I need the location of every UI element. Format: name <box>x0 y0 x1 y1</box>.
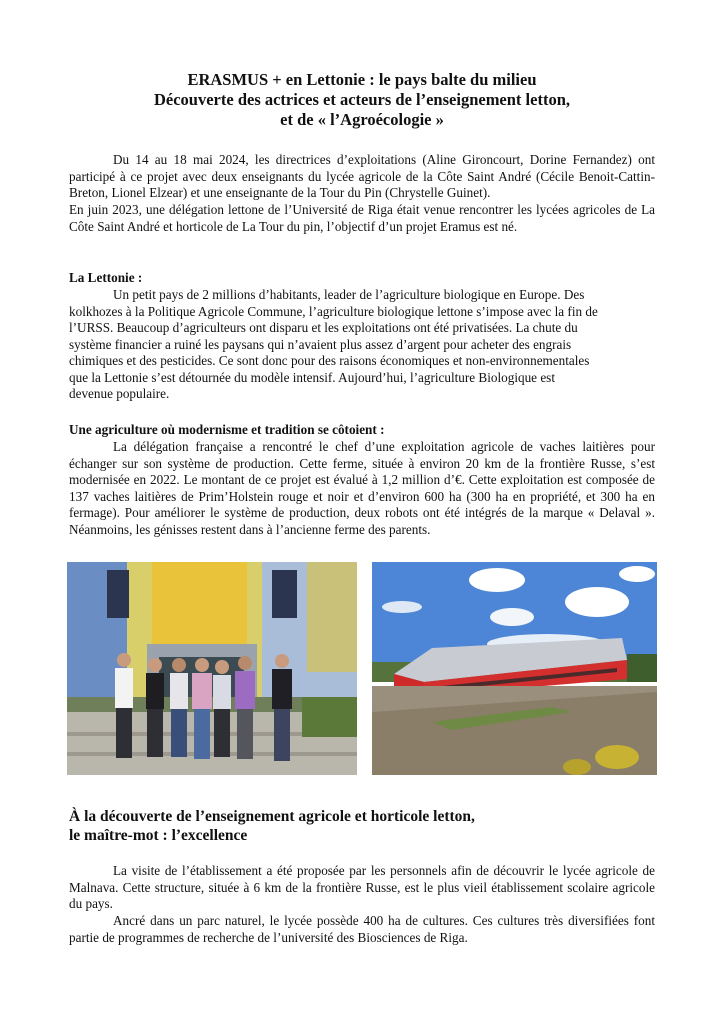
lettonie-line: que la Lettonie s’est détournée du modèle intensif. Aujourd’hui, l’agriculture Biologique est <box>69 369 555 385</box>
title-line-1: ERASMUS + en Lettonie : le pays balte du milieu <box>187 70 537 89</box>
enseignement-heading-line-2: le maître-mot : l’excellence <box>69 827 248 844</box>
lettonie-line: Un petit pays de 2 millions d’habitants, leader de l’agriculture biologique en Europe. Des <box>113 287 585 302</box>
document-title <box>60 70 664 130</box>
group-photo-icon <box>67 562 357 775</box>
farm-barn-photo-icon <box>372 562 657 775</box>
section-heading-agriculture: Une agriculture où modernisme et tradition se côtoient : <box>69 422 385 437</box>
enseignement-paragraph-2: Ancré dans un parc naturel, le lycée possède 400 ha de cultures. Ces cultures très diversifiées font partie de programmes de recherche de l’université des Biosciences de Riga. <box>69 913 655 945</box>
section-agriculture-text: La délégation française a rencontré le chef d’une exploitation agricole de vaches laitières pour échanger sur son système de production. Cette ferme, située à environ 20 km de la frontière Russe, s’est modernisée en 2022. Le montant de ce projet est évalué à 1,2 million d’€. Cette exploitation est composée de 137 vaches laitières de Prim’Holstein rouge et noir et d’environ 600 ha (300 ha en propriété, et 300 ha en fermage). Pour améliorer le système de production, deux robots ont été intégrés de la marque « Delaval ». Néanmoins, les génisses restent dans à l’ancienne ferme des parents. <box>69 439 655 537</box>
lettonie-line: système financier a ruiné les paysans qui n’avaient plus assez d’argent pour acheter des engrais <box>69 336 572 352</box>
lettonie-line: l’URSS. Beaucoup d’agriculteurs ont disparu et les exploitations ont été privatisées. La chute du <box>69 320 578 335</box>
enseignement-paragraph-1: La visite de l’établissement a été proposée par les personnels afin de découvrir le lycée agricole de Malnava. Cette structure, située à 6 km de la frontière Russe, est le plus vieil établissement scolaire agricole du pays. <box>69 863 655 911</box>
group-photo <box>67 562 357 775</box>
lettonie-line: devenue populaire. <box>69 386 170 401</box>
lettonie-line: chimiques et des pesticides. Ce sont donc pour des raisons économiques et non-environnementales <box>69 353 590 368</box>
section-lettonie-text <box>69 287 655 403</box>
intro-paragraph-1: Du 14 au 18 mai 2024, les directrices d’exploitations (Aline Gironcourt, Dorine Fernandez) ont participé à ce projet avec deux enseignants du lycée agricole de la Côte Saint André (Cécile Benoit-Cattin-Breton, Lionel Elzear) et une enseignante de la Tour du Pin (Chrystelle Guinet). <box>69 152 655 200</box>
section-heading-lettonie: La Lettonie : <box>69 270 143 285</box>
intro-paragraph-2: En juin 2023, une délégation lettone de l’Université de Riga était venue rencontrer les lycées agricoles de La Côte Saint André et horticole de La Tour du pin, l’objectif d’un projet Eramus est né. <box>69 202 655 234</box>
farm-barn-photo <box>372 562 657 775</box>
lettonie-line: kolkhozes à la Politique Agricole Commune, l’agriculture biologique lettone s’impose avec la fin de <box>69 303 598 319</box>
title-line-2: Découverte des actrices et acteurs de l’enseignement letton, <box>153 90 571 109</box>
enseignement-heading-line-1: À la découverte de l’enseignement agricole et horticole letton, <box>69 808 475 825</box>
section-heading-enseignement <box>69 807 629 845</box>
title-line-3: et de « l’Agroécologie » <box>280 110 444 129</box>
